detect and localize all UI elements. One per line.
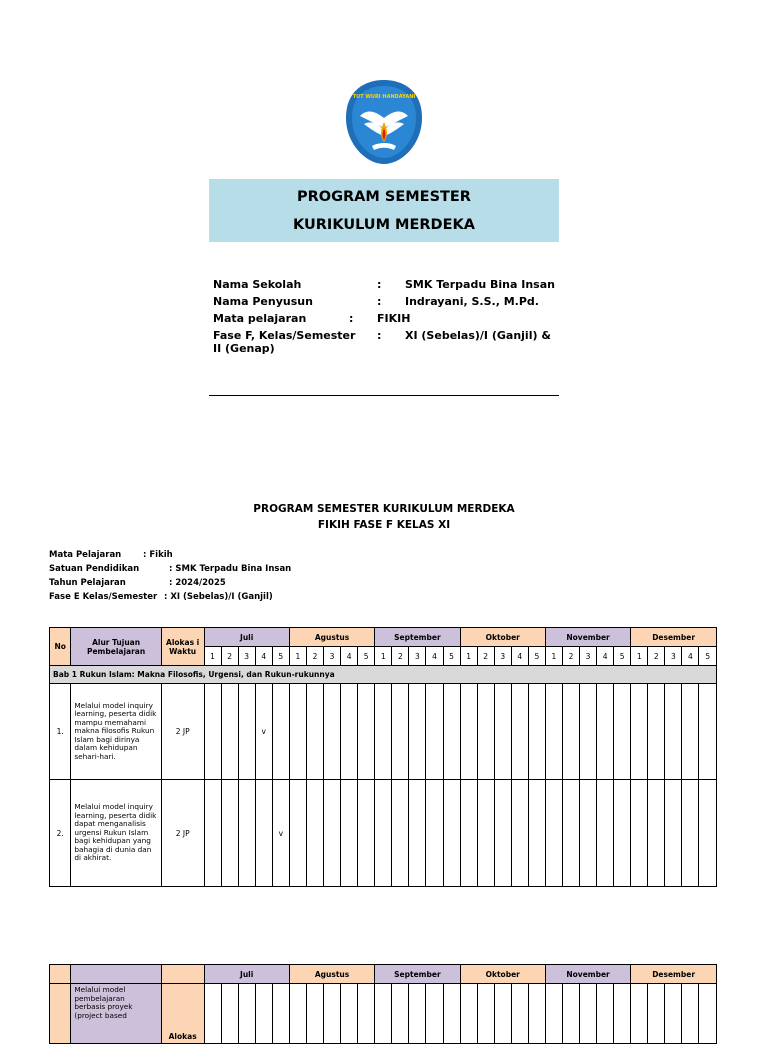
week-number: 2 <box>648 647 665 666</box>
info-value: FIKIH <box>377 312 411 325</box>
info-label: Nama Sekolah <box>213 278 302 291</box>
week-cell <box>358 780 375 887</box>
week-cell <box>409 984 426 1044</box>
meta-row <box>49 564 292 578</box>
info-value: SMK Terpadu Bina Insan <box>405 278 555 291</box>
week-cell <box>580 780 597 887</box>
week-number: 5 <box>699 647 717 666</box>
month-header: Agustus <box>289 628 374 647</box>
week-number: 5 <box>358 647 375 666</box>
meta-row <box>49 550 173 564</box>
week-cell <box>460 684 477 780</box>
week-cell <box>631 984 648 1044</box>
week-cell <box>443 684 460 780</box>
info-separator: : <box>377 329 382 342</box>
meta-row <box>49 592 273 606</box>
week-number: 4 <box>597 647 614 666</box>
week-number: 2 <box>306 647 323 666</box>
meta-label: Tahun Pelajaran <box>49 578 126 588</box>
section-header: Bab 1 Rukun Islam: Makna Filosofis, Urgensi, dan Rukun-rukunnya <box>50 666 717 684</box>
meta-value: : SMK Terpadu Bina Insan <box>169 564 292 574</box>
week-number: 5 <box>528 647 545 666</box>
week-number: 5 <box>443 647 460 666</box>
month-header: Juli <box>204 628 289 647</box>
week-cell <box>682 684 699 780</box>
svg-text:TUT WURI HANDAYANI: TUT WURI HANDAYANI <box>352 94 416 100</box>
week-cell <box>289 780 306 887</box>
week-cell <box>221 684 238 780</box>
week-cell <box>443 984 460 1044</box>
tut-wuri-handayani-logo <box>342 78 426 166</box>
week-number: 2 <box>392 647 409 666</box>
week-cell <box>545 780 562 887</box>
week-cell <box>699 780 717 887</box>
cover-title-box <box>209 179 559 242</box>
week-cell <box>375 780 392 887</box>
info-label: Mata pelajaran <box>213 312 307 325</box>
meta-label: Satuan Pendidikan <box>49 564 140 574</box>
meta-label: Fase E Kelas/Semester <box>49 592 158 602</box>
week-cell <box>324 780 341 887</box>
week-cell <box>255 984 272 1044</box>
meta-row <box>49 578 226 592</box>
week-number: 5 <box>272 647 289 666</box>
week-cell <box>631 684 648 780</box>
row-number: 1. <box>50 684 71 780</box>
week-cell <box>392 780 409 887</box>
week-cell <box>665 984 682 1044</box>
week-cell <box>409 684 426 780</box>
week-cell <box>699 684 717 780</box>
week-cell <box>494 684 511 780</box>
month-header: Desember <box>631 965 717 984</box>
alokasi-cell: 2 JP <box>161 780 204 887</box>
month-header: Oktober <box>460 965 545 984</box>
week-cell <box>477 984 494 1044</box>
week-number: 3 <box>494 647 511 666</box>
cover-title-line1: PROGRAM SEMESTER <box>297 189 471 205</box>
week-cell <box>648 780 665 887</box>
week-cell <box>614 984 631 1044</box>
week-number: 1 <box>375 647 392 666</box>
week-cell <box>580 684 597 780</box>
week-number: 2 <box>221 647 238 666</box>
row-number <box>50 984 71 1044</box>
week-cell <box>597 780 614 887</box>
month-header: November <box>545 628 630 647</box>
week-cell <box>392 684 409 780</box>
info-label-wrap: II (Genap) <box>213 342 275 355</box>
week-cell <box>341 984 358 1044</box>
week-cell <box>238 684 255 780</box>
week-cell <box>426 984 443 1044</box>
month-header: Agustus <box>289 965 374 984</box>
week-cell: v <box>255 684 272 780</box>
week-cell <box>562 780 579 887</box>
week-number: 4 <box>426 647 443 666</box>
week-cell <box>443 780 460 887</box>
week-cell <box>306 780 323 887</box>
week-cell <box>426 780 443 887</box>
week-cell <box>511 984 528 1044</box>
schedule-table-continued <box>49 964 717 1044</box>
program-title-line1: PROGRAM SEMESTER KURIKULUM MERDEKA <box>253 503 515 515</box>
cover-title-line2: KURIKULUM MERDEKA <box>293 217 475 233</box>
table-row <box>50 684 717 780</box>
program-title-line2: FIKIH FASE F KELAS XI <box>317 519 451 531</box>
week-cell <box>409 780 426 887</box>
week-cell <box>682 780 699 887</box>
week-cell <box>597 684 614 780</box>
week-number: 1 <box>289 647 306 666</box>
week-cell: v <box>272 780 289 887</box>
week-number: 2 <box>562 647 579 666</box>
week-cell <box>614 684 631 780</box>
col-header-no: No <box>50 628 71 666</box>
week-cell <box>648 984 665 1044</box>
week-number: 3 <box>409 647 426 666</box>
week-number: 4 <box>255 647 272 666</box>
week-cell <box>426 684 443 780</box>
week-cell <box>528 684 545 780</box>
row-number: 2. <box>50 780 71 887</box>
week-cell <box>238 780 255 887</box>
week-cell <box>665 780 682 887</box>
month-header: Oktober <box>460 628 545 647</box>
week-cell <box>511 684 528 780</box>
divider-line <box>209 395 559 396</box>
week-number: 3 <box>580 647 597 666</box>
week-number: 3 <box>665 647 682 666</box>
week-number: 3 <box>238 647 255 666</box>
week-cell <box>255 780 272 887</box>
week-cell <box>306 984 323 1044</box>
tujuan-cell: Melalui model pembelajaran berbasis proyek (project based <box>71 984 161 1044</box>
week-number: 4 <box>341 647 358 666</box>
alokasi-cell: Alokas <box>161 984 204 1044</box>
month-header: September <box>375 628 460 647</box>
week-cell <box>204 984 221 1044</box>
week-cell <box>477 684 494 780</box>
month-header: Juli <box>204 965 289 984</box>
week-number: 1 <box>460 647 477 666</box>
week-cell <box>221 984 238 1044</box>
week-cell <box>375 984 392 1044</box>
week-cell <box>392 984 409 1044</box>
week-cell <box>272 684 289 780</box>
week-cell <box>614 780 631 887</box>
week-cell <box>289 684 306 780</box>
table-row <box>50 780 717 887</box>
info-label: Nama Penyusun <box>213 295 313 308</box>
week-cell <box>272 984 289 1044</box>
week-cell <box>494 780 511 887</box>
week-cell <box>562 684 579 780</box>
week-cell <box>545 984 562 1044</box>
week-number: 4 <box>682 647 699 666</box>
alokasi-cell: 2 JP <box>161 684 204 780</box>
week-cell <box>699 984 717 1044</box>
week-cell <box>477 780 494 887</box>
meta-value: : 2024/2025 <box>169 578 226 588</box>
info-value: XI (Sebelas)/I (Ganjil) & <box>405 329 551 342</box>
week-number: 1 <box>545 647 562 666</box>
week-cell <box>221 780 238 887</box>
week-cell <box>341 684 358 780</box>
col-header-no <box>50 965 71 984</box>
week-cell <box>289 984 306 1044</box>
week-cell <box>545 684 562 780</box>
week-cell <box>204 780 221 887</box>
col-header-tujuan <box>71 965 161 984</box>
week-cell <box>665 684 682 780</box>
week-cell <box>341 780 358 887</box>
week-cell <box>460 780 477 887</box>
week-cell <box>494 984 511 1044</box>
meta-value: : XI (Sebelas)/I (Ganjil) <box>164 592 273 602</box>
week-cell <box>528 780 545 887</box>
week-cell <box>631 780 648 887</box>
week-cell <box>648 684 665 780</box>
col-header-alokasi <box>161 965 204 984</box>
col-header-tujuan: Alur Tujuan Pembelajaran <box>71 628 161 666</box>
week-cell <box>562 984 579 1044</box>
week-number: 3 <box>324 647 341 666</box>
week-cell <box>238 984 255 1044</box>
week-cell <box>375 684 392 780</box>
tujuan-cell: Melalui model inquiry learning, peserta didik dapat menganalisis urgensi Rukun Islam bagi kehidupan yang bahagia di dunia dan di akhirat. <box>71 780 161 887</box>
meta-label: Mata Pelajaran <box>49 550 122 560</box>
week-number: 4 <box>511 647 528 666</box>
week-cell <box>460 984 477 1044</box>
week-cell <box>306 684 323 780</box>
info-separator: : <box>377 278 382 291</box>
week-number: 2 <box>477 647 494 666</box>
week-cell <box>682 984 699 1044</box>
schedule-table <box>49 627 717 887</box>
meta-value: : Fikih <box>143 550 173 560</box>
week-number: 1 <box>631 647 648 666</box>
col-header-alokasi: Alokas i Waktu <box>161 628 204 666</box>
info-separator: : <box>377 295 382 308</box>
tujuan-cell: Melalui model inquiry learning, peserta didik mampu memahami makna filosofis Rukun Islam bagi dirinya dalam kehidupan sehari-hari. <box>71 684 161 780</box>
week-cell <box>324 984 341 1044</box>
month-header: Desember <box>631 628 717 647</box>
program-meta <box>49 550 292 606</box>
week-cell <box>358 684 375 780</box>
week-number: 5 <box>614 647 631 666</box>
info-label: Fase F, Kelas/Semester <box>213 329 356 342</box>
week-cell <box>358 984 375 1044</box>
week-cell <box>511 780 528 887</box>
month-header: September <box>375 965 460 984</box>
month-header: November <box>545 965 630 984</box>
info-separator: : <box>349 312 354 325</box>
week-cell <box>204 684 221 780</box>
week-cell <box>528 984 545 1044</box>
week-cell <box>597 984 614 1044</box>
week-number: 1 <box>204 647 221 666</box>
week-cell <box>324 684 341 780</box>
week-cell <box>580 984 597 1044</box>
info-value: Indrayani, S.S., M.Pd. <box>405 295 539 308</box>
